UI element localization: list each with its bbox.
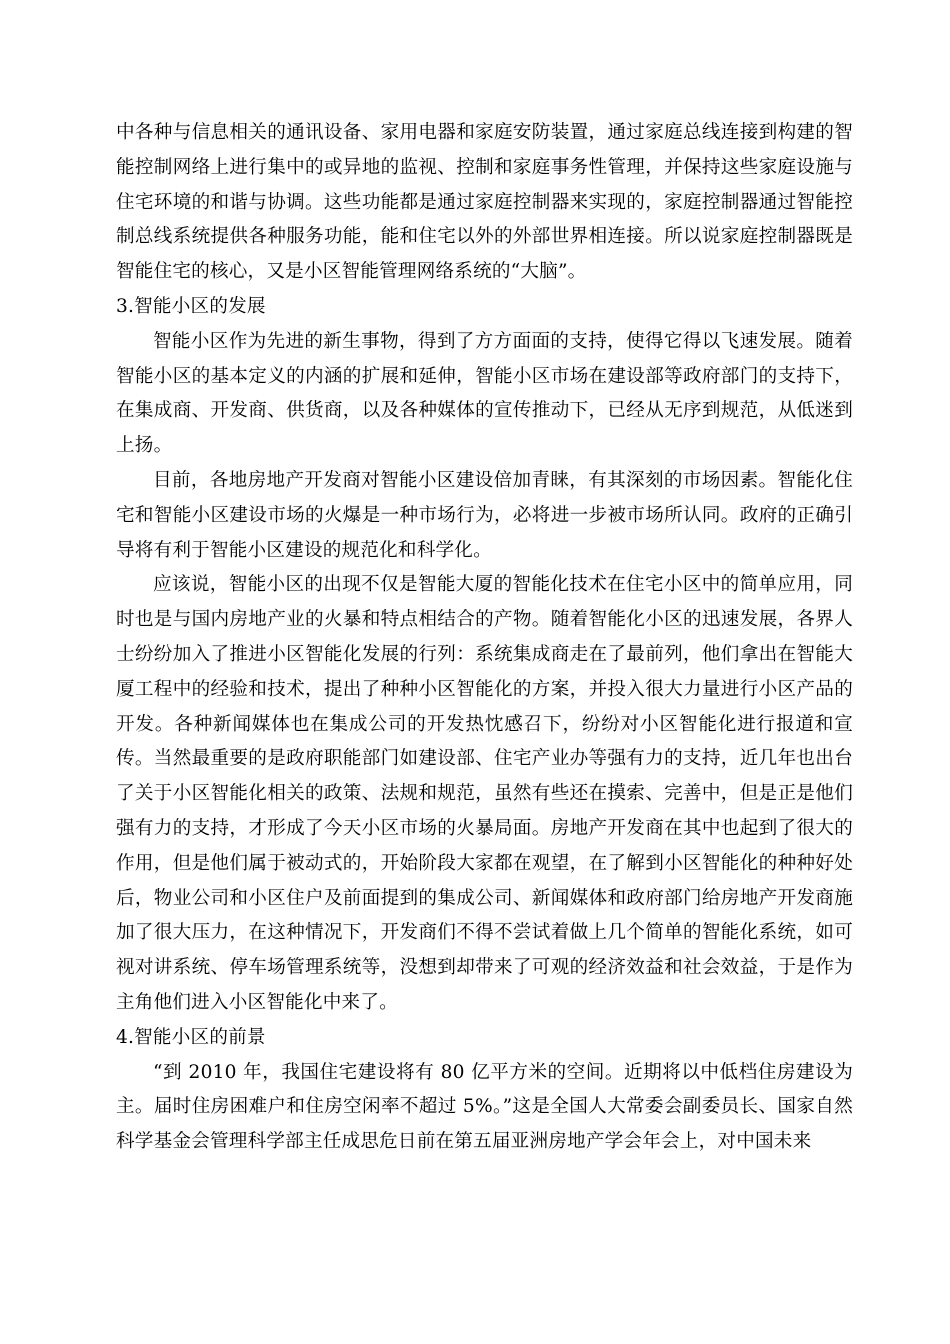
document-body <box>116 116 853 1160</box>
section-3-paragraph-1: 智能小区作为先进的新生事物，得到了方方面面的支持，使得它得以飞速发展。随着智能小区的基本定义的内涵的扩展和延伸，智能小区市场在建设部等政府部门的支持下，在集成商、开发商、供货商，以及各种媒体的宣传推动下，已经从无序到规范，从低迷到上扬。 <box>116 330 853 457</box>
section-4-heading: 4.智能小区的前景 <box>116 1026 266 1048</box>
section-3-paragraph-3: 应该说，智能小区的出现不仅是智能大厦的智能化技术在住宅小区中的简单应用，同时也是与国内房地产业的火暴和特点相结合的产物。随着智能化小区的迅速发展，各界人士纷纷加入了推进小区智能化发展的行列：系统集成商走在了最前列，他们拿出在智能大厦工程中的经验和技术，提出了种种小区智能化的方案，并投入很大力量进行小区产品的开发。各种新闻媒体也在集成公司的开发热忱感召下，纷纷对小区智能化进行报道和宣传。当然最重要的是政府职能部门如建设部、住宅产业办等强有力的支持，近几年也出台了关于小区智能化相关的政策、法规和规范，虽然有些还在摸索、完善中，但是正是他们强有力的支持，才形成了今天小区市场的火暴局面。房地产开发商在其中也起到了很大的作用，但是他们属于被动式的，开始阶段大家都在观望，在了解到小区智能化的种种好处后，物业公司和小区住户及前面提到的集成公司、新闻媒体和政府部门给房地产开发商施加了很大压力，在这种情况下，开发商们不得不尝试着做上几个简单的智能化系统，如可视对讲系统、停车场管理系统等，没想到却带来了可观的经济效益和社会效益，于是作为主角他们进入小区智能化中来了。 <box>116 574 853 1013</box>
section-3-paragraph-2: 目前，各地房地产开发商对智能小区建设倍加青睐，有其深刻的市场因素。智能化住宅和智能小区建设市场的火爆是一种市场行为，必将进一步被市场所认同。政府的正确引导将有利于智能小区建设的规范化和科学化。 <box>116 469 853 561</box>
section-3-heading: 3.智能小区的发展 <box>116 295 266 317</box>
intro-paragraph: 中各种与信息相关的通讯设备、家用电器和家庭安防装置，通过家庭总线连接到构建的智能控制网络上进行集中的或异地的监视、控制和家庭事务性管理，并保持这些家庭设施与住宅环境的和谐与协调。这些功能都是通过家庭控制器来实现的，家庭控制器通过智能控制总线系统提供各种服务功能，能和住宅以外的外部世界相连接。所以说家庭控制器既是智能住宅的核心，又是小区智能管理网络系统的“大脑”。 <box>116 122 853 283</box>
section-4-paragraph-1: “到 2010 年，我国住宅建设将有 80 亿平方米的空间。近期将以中低档住房建设为主。届时住房困难户和住房空闲率不超过 5%。”这是全国人大常委会副委员长、国家自然科学基金会管理科学部主任成思危日前在第五届亚洲房地产学会年会上，对中国未来 <box>116 1061 853 1153</box>
